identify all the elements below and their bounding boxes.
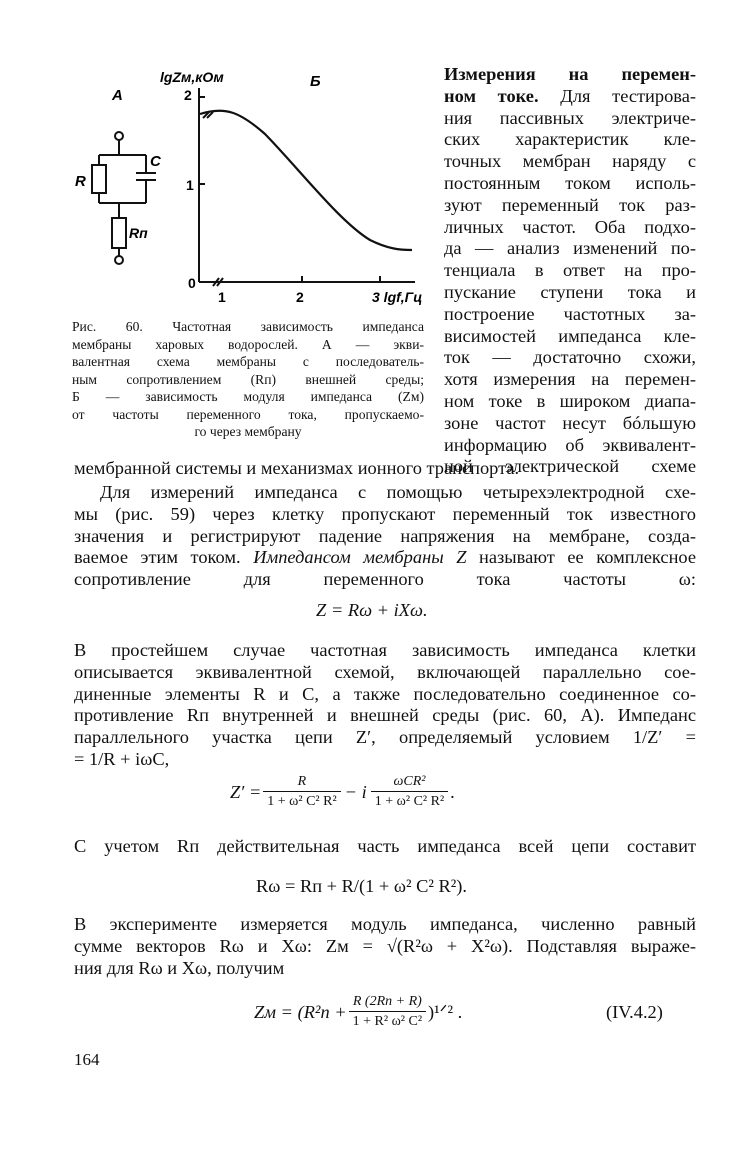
text-line: = 1/R + iωC,	[74, 748, 170, 769]
label-c: C	[150, 153, 161, 170]
text-line: тенциала в ответ на про-	[444, 260, 696, 281]
text-line: информацию об эквивалент-	[444, 434, 696, 455]
equation-2	[230, 774, 455, 810]
eq4-den: 1 + R² ω² C²	[349, 1011, 426, 1030]
resistor-rn	[112, 218, 126, 248]
caption-line: Рис. 60. Частотная зависимость импеданса	[72, 319, 424, 334]
resistor-r	[92, 165, 106, 193]
caption-line: валентная схема мембраны с последователь-	[72, 354, 424, 369]
panel-b-label: Б	[310, 73, 321, 90]
eq2-den-2: 1 + ω² C² R²	[371, 791, 448, 810]
text-line: построение частотных за-	[444, 303, 696, 324]
text-line: ских характеристик кле-	[444, 129, 696, 150]
caption-line: Б — зависимость модуля импеданса (Zм)	[72, 389, 424, 404]
right-column-text	[444, 64, 696, 478]
text-fragment: называют ее комплексное	[479, 547, 696, 568]
eq4-num: R (2Rп + R)	[352, 994, 422, 1009]
x-tick-1: 1	[218, 289, 226, 305]
text-line: постоянным током исполь-	[444, 172, 696, 193]
eq2-den-1: 1 + ω² C² R²	[263, 791, 340, 810]
panel-a-label: А	[112, 87, 123, 104]
text-line: сумме векторов Rω и Xω: Zм = √(R²ω + X²ω). Подставляя выраже-	[74, 935, 696, 956]
y-tick-1: 1	[186, 177, 194, 193]
section-heading-end: ном токе.	[444, 85, 539, 106]
circuit-top-terminal	[115, 132, 123, 140]
text-line: мы (рис. 59) через клетку пропускают переменный ток известного	[74, 503, 696, 524]
eq2-num-1: R	[297, 774, 307, 789]
text-line: ния пассивных электриче-	[444, 107, 696, 128]
x-axis-label: 3 lgf,Гц	[372, 289, 423, 305]
text-line: параллельного участка цепи Z′, определяемый условием 1/Z′ =	[74, 727, 696, 748]
text-line: С учетом Rп действительная часть импеданса всей цепи составит	[74, 836, 696, 856]
text-fragment: ваемое этим током.	[74, 547, 241, 568]
eq2-fraction-1	[263, 774, 340, 810]
label-r: R	[75, 173, 86, 190]
text-line: противление Rп внутренней и внешней среды (рис. 60, А). Импеданс	[74, 705, 696, 726]
eq2-num-2: ωCR²	[393, 774, 426, 789]
x-tick-2: 2	[296, 289, 304, 305]
text-line: хотя измерения на перемен-	[444, 369, 696, 390]
paragraph-1-end	[74, 458, 696, 480]
text-line: диненные элементы R и C, а также последовательно соединенное со-	[74, 683, 696, 704]
text-line: ной электрической схеме	[444, 456, 696, 477]
text-line: зоне частот несут бóльшую	[444, 412, 696, 433]
term-impedance: Импедансом мембраны Z	[253, 547, 467, 568]
text-line: значения и регистрируют падение напряжения на мембране, созда-	[74, 525, 696, 546]
text-line: сопротивление для переменного тока частоты ω:	[74, 569, 696, 590]
text-line: пускание ступени тока и	[444, 281, 696, 302]
text-line: висимостей импеданса кле-	[444, 325, 696, 346]
eq4-fraction	[349, 994, 426, 1030]
eq2-end: .	[450, 781, 455, 802]
y-axis-label: lgZм,кОм	[160, 69, 224, 85]
paragraph-3	[74, 640, 696, 771]
y-tick-0: 0	[188, 275, 196, 291]
equation-4	[254, 994, 462, 1030]
equation-number: (IV.4.2)	[606, 1002, 663, 1022]
figure-60	[70, 62, 430, 312]
text-line: точных мембран наряду с	[444, 151, 696, 172]
eq2-fraction-2	[371, 774, 448, 810]
paragraph-4	[74, 836, 696, 858]
equivalent-circuit	[92, 132, 156, 264]
impedance-curve	[200, 111, 412, 250]
text-fragment: Для тестирова-	[560, 85, 696, 106]
text-line: зуют переменный ток раз-	[444, 194, 696, 215]
y-tick-2: 2	[184, 87, 192, 103]
eq4-lhs: Zм = (R²п +	[254, 1001, 347, 1022]
equation-3: Rω = Rп + R/(1 + ω² C² R²).	[256, 876, 467, 896]
text-line: да — анализ изменений по-	[444, 238, 696, 259]
text-line	[74, 547, 696, 569]
circuit-bottom-terminal	[115, 256, 123, 264]
caption-line: мембраны харовых водорослей. А — экви-	[72, 336, 424, 352]
paragraph-2	[74, 482, 696, 591]
page-number: 164	[74, 1050, 100, 1069]
text-line: мембранной системы и механизмах ионного транспорта.	[74, 458, 520, 478]
text-line: В простейшем случае частотная зависимость импеданса клетки	[74, 640, 696, 660]
eq4-rhs: )¹ᐟ² .	[428, 1001, 463, 1022]
text-line: личных частот. Оба подхо-	[444, 216, 696, 237]
eq2-mid: − i	[344, 781, 367, 802]
text-line: ния для Rω и Xω, получим	[74, 957, 285, 978]
text-line: ток — достаточно схожи,	[444, 347, 696, 368]
eq2-lhs: Z′ =	[230, 781, 262, 802]
section-heading: Измерения на перемен-	[444, 64, 696, 84]
caption-line: от частоты переменного тока, пропускаемо-	[72, 406, 424, 422]
caption-line: ным сопротивлением (Rп) внешней среды;	[72, 371, 424, 387]
paragraph-5	[74, 914, 696, 979]
text-line: ном токе в широком диапа-	[444, 390, 696, 411]
text-line: описывается эквивалентной схемой, включающей параллельно сое-	[74, 661, 696, 682]
plot-axes	[199, 88, 415, 286]
equation-1: Z = Rω + iXω.	[316, 600, 428, 620]
label-rn: Rп	[129, 225, 148, 241]
figure-caption	[72, 318, 424, 441]
text-line	[444, 86, 696, 108]
caption-line: го через мембрану	[194, 424, 302, 439]
text-line: Для измерений импеданса с помощью четырехэлектродной схе-	[100, 482, 696, 502]
text-line: В эксперименте измеряется модуль импеданса, численно равный	[74, 914, 696, 934]
